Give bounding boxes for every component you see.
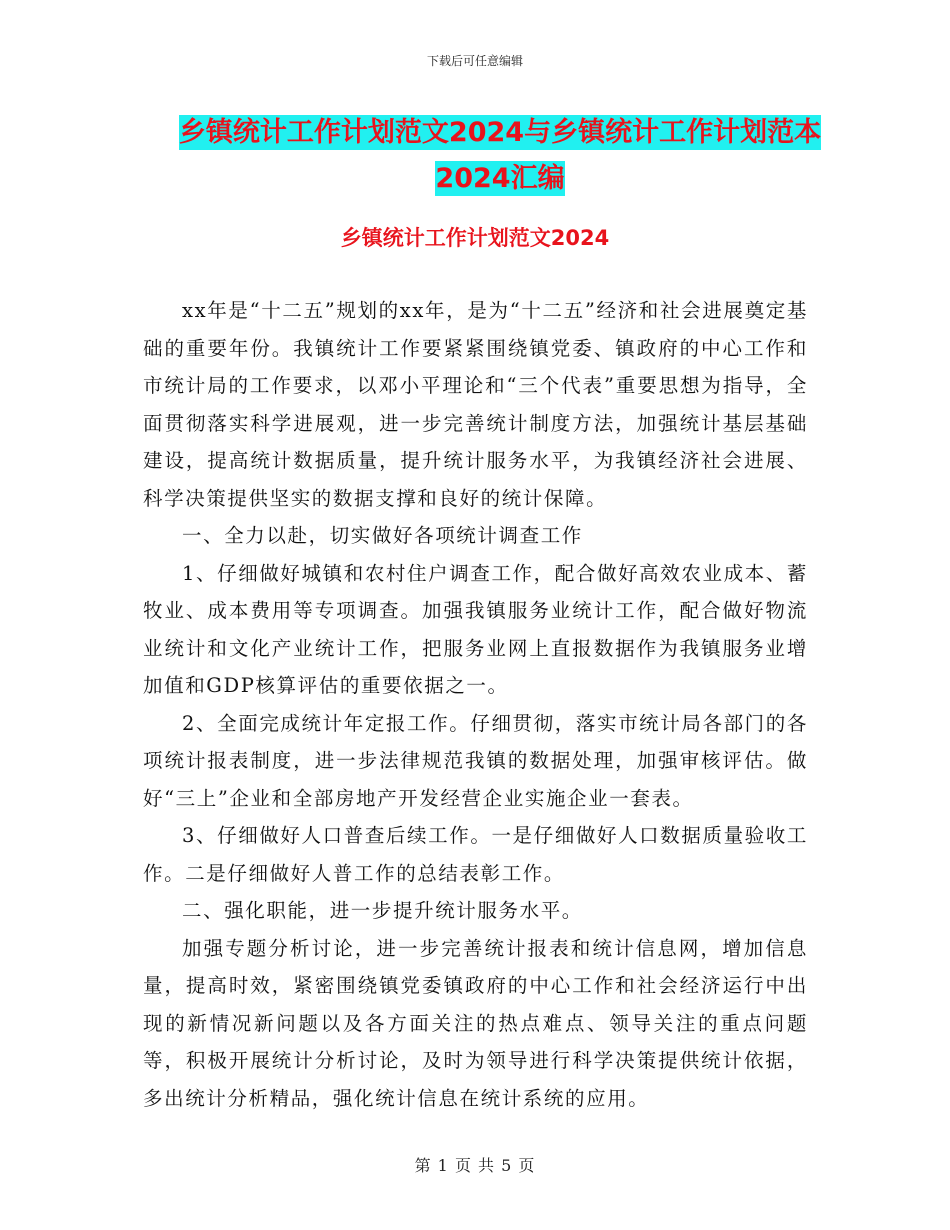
body-paragraph: 加强专题分析讨论，进一步完善统计报表和统计信息网，增加信息量，提高时效，紧密围绕镇党委镇政府的中心工作和社会经济运行中出现的新情况新问题以及各方面关注的热点难点、领导关注的重点问题等，积极开展统计分析讨论，及时为领导进行科学决策提供统计依据，多出统计分析精品，强化统计信息在统计系统的应用。 — [143, 936, 808, 1110]
page-header-note: 下载后可任意编辑 — [426, 54, 523, 68]
body-paragraph: xx年是“十二五”规划的xx年，是为“十二五”经济和社会进展奠定基础的重要年份。我镇统计工作要紧紧围绕镇党委、镇政府的中心工作和市统计局的工作要求，以邓小平理论和“三个代表”重要思想为指导，全面贯彻落实科学进展观，进一步完善统计制度方法，加强统计基层基础建设，提高统计数据质量，提升统计服务水平，为我镇经济社会进展、科学决策提供坚实的数据支撑和良好的统计保障。 — [143, 299, 808, 510]
document-title-line2: 2024汇编 — [435, 163, 565, 194]
document-body — [143, 292, 808, 1117]
section-title: 乡镇统计工作计划范文2024 — [340, 226, 610, 250]
page-number: 第 1 页 共 5 页 — [414, 1156, 536, 1175]
section-heading: 二、强化职能，进一步提升统计服务水平。 — [182, 899, 583, 922]
body-paragraph: 2、全面完成统计年定报工作。仔细贯彻，落实市统计局各部门的各项统计报表制度，进一步法律规范我镇的数据处理，加强审核评估。做好“三上”企业和全部房地产开发经营企业实施企业一套表。 — [143, 711, 808, 810]
document-title-line1: 乡镇统计工作计划范文2024与乡镇统计工作计划范本 — [178, 117, 822, 148]
body-paragraph: 1、仔细做好城镇和农村住户调查工作，配合做好高效农业成本、蓄牧业、成本费用等专项调查。加强我镇服务业统计工作，配合做好物流业统计和文化产业统计工作，把服务业网上直报数据作为我镇服务业增加值和GDP核算评估的重要依据之一。 — [143, 561, 808, 697]
document-title — [120, 110, 880, 202]
body-paragraph: 3、仔细做好人口普查后续工作。一是仔细做好人口数据质量验收工作。二是仔细做好人普工作的总结表彰工作。 — [143, 824, 808, 885]
section-heading: 一、全力以赴，切实做好各项统计调查工作 — [182, 524, 583, 547]
